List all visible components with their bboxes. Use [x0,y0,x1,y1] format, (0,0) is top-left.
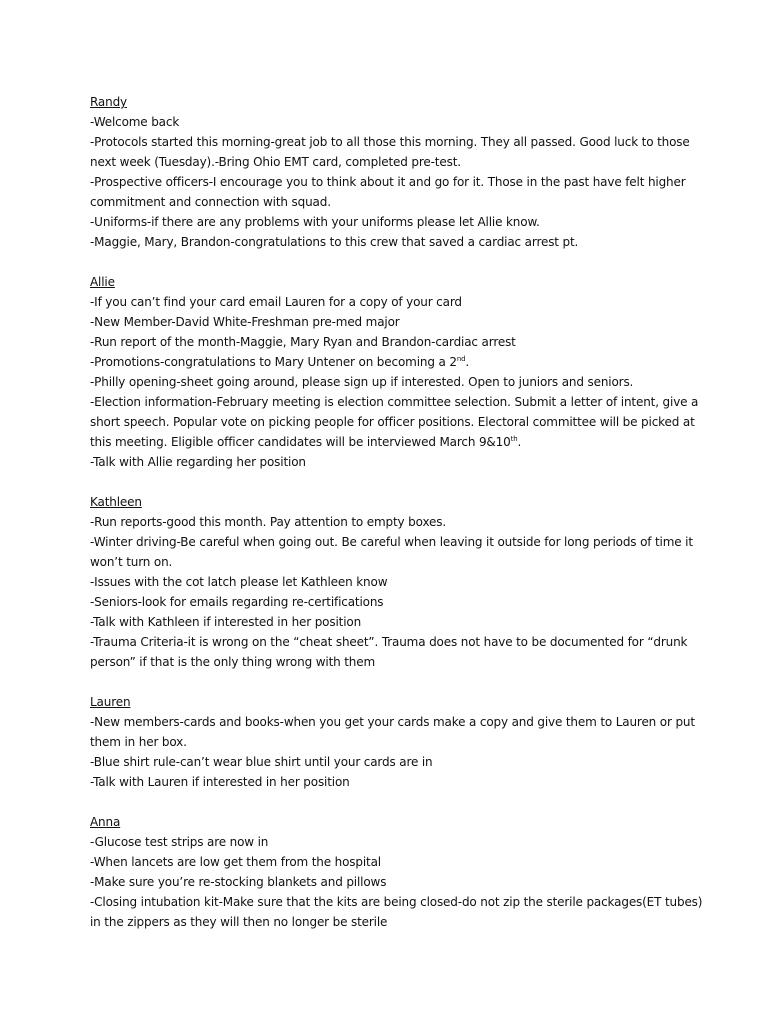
note-line: -Talk with Kathleen if interested in her position [90,615,362,629]
section-anna [90,812,703,932]
note-line: -Uniforms-if there are any problems with your uniforms please let Allie know. [90,215,540,229]
section-heading: Kathleen [90,495,142,509]
note-line: -Election information-February meeting is election committee selection. Submit a letter of intent, give a [90,395,699,409]
section-randy [90,92,690,252]
note-line: them in her box. [90,735,187,749]
note-line: -Run reports-good this month. Pay attention to empty boxes. [90,515,447,529]
note-line: -Blue shirt rule-can’t wear blue shirt until your cards are in [90,755,433,769]
note-line: -Issues with the cot latch please let Kathleen know [90,575,388,589]
section-heading: Lauren [90,695,131,709]
note-line: -Seniors-look for emails regarding re-certifications [90,595,384,609]
note-line [90,432,690,452]
note-line [90,352,690,372]
section-heading: Anna [90,815,121,829]
note-line: -Make sure you’re re-stocking blankets and pillows [90,875,387,889]
section-heading: Allie [90,275,115,289]
note-text: this meeting. Eligible officer candidates will be interviewed March 9&10 [90,435,511,449]
note-line: -Maggie, Mary, Brandon-congratulations to this crew that saved a cardiac arrest pt. [90,235,579,249]
note-line: -Protocols started this morning-great job to all those this morning. They all passed. Good luck to those [90,135,690,149]
meeting-notes [90,92,703,952]
note-line: -Closing intubation kit-Make sure that the kits are being closed-do not zip the sterile packages(ET tubes) [90,895,703,909]
note-line: -Trauma Criteria-it is wrong on the “cheat sheet”. Trauma does not have to be documented for “drunk [90,635,688,649]
note-line: -Winter driving-Be careful when going out. Be careful when leaving it outside for long periods of time it [90,535,693,549]
note-line: person” if that is the only thing wrong with them [90,655,376,669]
note-line: -Run report of the month-Maggie, Mary Ryan and Brandon-cardiac arrest [90,335,516,349]
note-text: -Promotions-congratulations to Mary Untener on becoming a 2 [90,355,457,369]
section-lauren [90,692,695,792]
section-allie [90,272,699,472]
note-line: commitment and connection with squad. [90,195,331,209]
note-line: next week (Tuesday).-Bring Ohio EMT card, completed pre-test. [90,155,461,169]
note-line: -Talk with Lauren if interested in her position [90,775,350,789]
note-line: -If you can’t find your card email Lauren for a copy of your card [90,295,462,309]
note-line: short speech. Popular vote on picking people for officer positions. Electoral committee will be picked at [90,415,695,429]
note-line: -Talk with Allie regarding her position [90,455,306,469]
note-line: -Philly opening-sheet going around, please sign up if interested. Open to juniors and seniors. [90,375,634,389]
note-line: -When lancets are low get them from the hospital [90,855,381,869]
section-kathleen [90,492,693,672]
note-line: -New Member-David White-Freshman pre-med major [90,315,400,329]
note-text-end: . [517,435,522,449]
ordinal-superscript: nd [456,355,466,363]
section-heading: Randy [90,95,128,109]
ordinal-superscript: th [510,435,518,443]
note-line: in the zippers as they will then no longer be sterile [90,915,388,929]
note-text-end: . [465,355,470,369]
note-line: -Prospective officers-I encourage you to think about it and go for it. Those in the past have felt higher [90,175,686,189]
note-line: -Glucose test strips are now in [90,835,269,849]
note-line: won’t turn on. [90,555,173,569]
note-line: -Welcome back [90,115,180,129]
note-line: -New members-cards and books-when you get your cards make a copy and give them to Lauren or put [90,715,695,729]
